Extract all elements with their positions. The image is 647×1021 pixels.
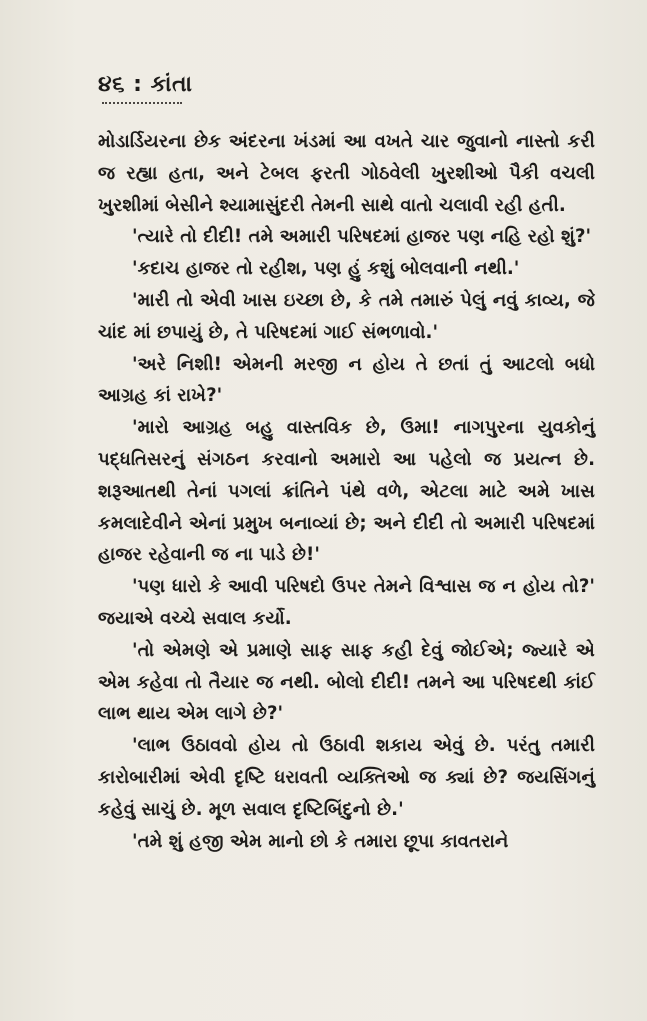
book-title: કાંતા [150, 72, 193, 97]
paragraph: 'મારો આગ્રહ બહુ વાસ્તવિક છે, ઉમા! નાગપુરના યુવકોનું પદ્ધતિસરનું સંગઠન કરવાનો અમારો આ પહેલો જ પ્રયત્ન છે. શરૂઆતથી તેનાં પગલાં ક્રાંતિને પંથે વળે, એટલા માટે અમે ખાસ કમલાદેવીને એનાં પ્રમુખ બનાવ્યાં છે; અને દીદી તો અમારી પરિષદમાં હાજર રહેવાની જ ના પાડે છે!' [98, 417, 595, 566]
paragraph: 'તો એમણે એ પ્રમાણે સાફ સાફ કહી દેવું જોઈએ; જ્યારે એ એમ કહેવા તો તૈયાર જ નથી. બોલો દીદી! તમને આ પરિષદથી કાંઈ લાભ થાય એમ લાગે છે?' [98, 639, 595, 725]
page-number: ૪૬ [98, 72, 125, 97]
paragraph: મોડાર્ડિયરના છેક અંદરના ખંડમાં આ વખતે ચાર જુવાનો નાસ્તો કરી જ રહ્યા હતા, અને ટેબલ ફરતી ગોઠવેલી ખુરશીઓ પૈકી વચલી ખુરશીમાં બેસીને શ્યામાસુંદરી તેમની સાથે વાતો ચલાવી રહી હતી. [98, 131, 595, 216]
paragraph: 'મારી તો એવી ખાસ ઇચ્છા છે, કે તમે તમારું પેલું નવું કાવ્ય, જે ચાંદ માં છપાયું છે, તે પરિષદમાં ગાઈ સંભળાવો.' [98, 289, 595, 343]
paragraph: 'પણ ધારો કે આવી પરિષદો ઉપર તેમને વિશ્વાસ જ ન હોય તો?' જયાએ વચ્ચે સવાલ કર્યો. [98, 576, 595, 629]
header-separator: : [133, 72, 143, 97]
paragraph: 'લાભ ઉઠાવવો હોય તો ઉઠાવી શકાય એવું છે. પરંતુ તમારી કારોબારીમાં એવી દૃષ્ટિ ધરાવતી વ્યક્તિઓ જ ક્યાં છે? જયસિંગનું કહેવું સાચું છે. મૂળ સવાલ દૃષ્ટિબિંદુનો છે.' [98, 735, 595, 820]
paragraph: 'કદાચ હાજર તો રહીશ, પણ હું કશું બોલવાની નથી.' [132, 258, 520, 280]
paragraph: 'તમે શું હજી એમ માનો છો કે તમારા છૂપા કાવતરાને [132, 830, 509, 852]
running-header [98, 70, 595, 100]
paragraph: 'ત્યારે તો દીદી! તમે અમારી પરિષદમાં હાજર પણ નહિ રહો શું?' [132, 226, 592, 248]
body-text [98, 126, 595, 857]
paragraph: 'અરે નિશી! એમની મરજી ન હોય તે છતાં તું આટલો બધો આગ્રહ કાં રાખે?' [98, 353, 595, 407]
header-underline [102, 102, 182, 104]
